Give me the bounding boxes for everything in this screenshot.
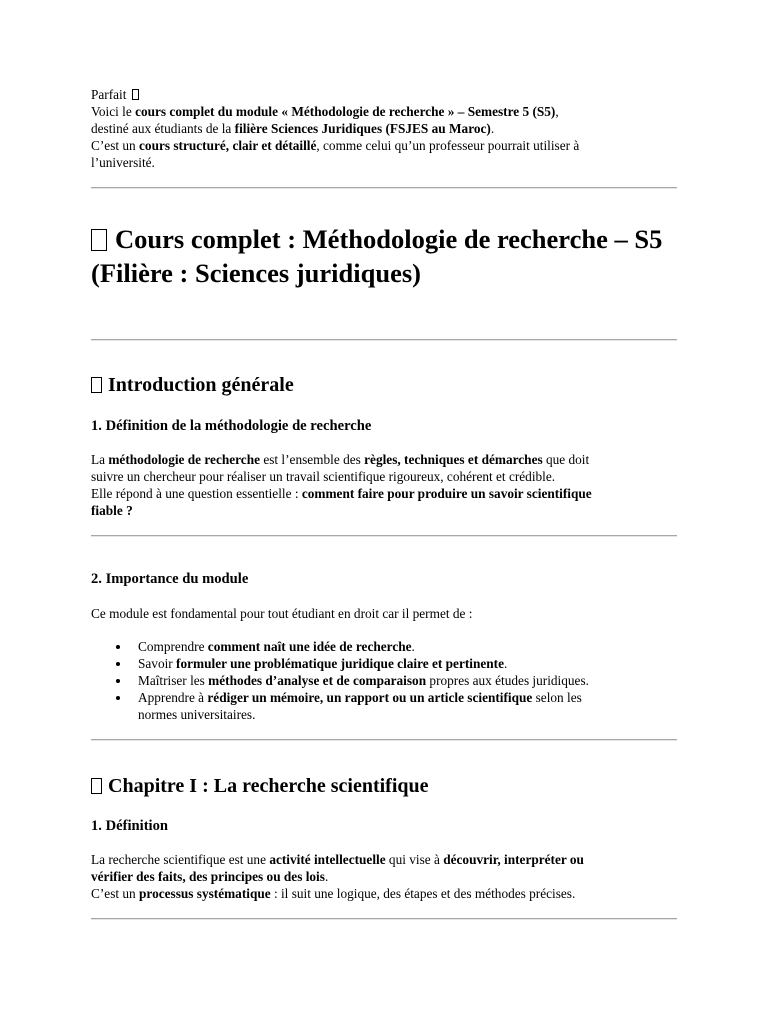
text: que doit bbox=[542, 452, 590, 467]
bold-text: découvrir, interpréter ou bbox=[443, 852, 584, 867]
bold-text: formuler une problématique juridique claire et pertinente bbox=[176, 656, 505, 671]
text: . bbox=[411, 639, 415, 654]
intro-line bbox=[91, 154, 677, 171]
importance-lead bbox=[91, 605, 677, 622]
text: Maîtriser les bbox=[138, 673, 209, 688]
text: Comprendre bbox=[138, 639, 208, 654]
missing-glyph-icon bbox=[91, 229, 107, 251]
intro-text: l’université. bbox=[91, 155, 155, 170]
intro-text: C’est un bbox=[91, 138, 140, 153]
intro-line bbox=[91, 120, 677, 137]
intro-paragraph bbox=[91, 86, 677, 171]
paragraph-line bbox=[91, 851, 677, 868]
intro-bold: cours complet du module « Méthodologie de recherche » – Semestre 5 (S5) bbox=[135, 104, 556, 119]
subsection-heading-definition: 1. Définition de la méthodologie de recherche bbox=[91, 418, 372, 434]
paragraph-line bbox=[91, 502, 677, 519]
text: qui vise à bbox=[385, 852, 444, 867]
list-item bbox=[91, 689, 677, 723]
paragraph-line bbox=[91, 468, 677, 485]
text: Apprendre à bbox=[138, 690, 208, 705]
text: La bbox=[91, 452, 109, 467]
page-title bbox=[91, 222, 677, 290]
intro-text: . bbox=[490, 121, 495, 136]
text: propres aux études juridiques. bbox=[426, 673, 589, 688]
text: normes universitaires. bbox=[138, 707, 256, 722]
missing-glyph-icon bbox=[91, 778, 102, 794]
bold-text: processus systématique bbox=[139, 886, 271, 901]
list-item bbox=[91, 672, 677, 689]
text: Savoir bbox=[138, 656, 177, 671]
chapter1-definition-paragraph bbox=[91, 851, 677, 902]
list-item bbox=[91, 655, 677, 672]
text: La recherche scientifique est une bbox=[91, 852, 270, 867]
bold-text: règles, techniques et démarches bbox=[364, 452, 543, 467]
paragraph-line bbox=[91, 451, 677, 468]
text: suivre un chercheur pour réaliser un travail scientifique rigoureux, cohérent et crédible. bbox=[91, 469, 556, 484]
divider bbox=[91, 739, 677, 741]
intro-line bbox=[91, 137, 677, 154]
intro-bold: cours structuré, clair et détaillé bbox=[139, 138, 317, 153]
divider bbox=[91, 535, 677, 537]
intro-text: Parfait bbox=[91, 87, 127, 102]
intro-line bbox=[91, 103, 677, 120]
subsection-heading-definition-2: 1. Définition bbox=[91, 818, 169, 834]
text: : il suit une logique, des étapes et des méthodes précises. bbox=[270, 886, 576, 901]
intro-text: Voici le bbox=[91, 104, 136, 119]
paragraph-line bbox=[91, 868, 677, 885]
section-heading-text: Introduction générale bbox=[108, 374, 294, 396]
paragraph-line bbox=[91, 885, 677, 902]
text: C’est un bbox=[91, 886, 140, 901]
intro-text: , bbox=[555, 104, 559, 119]
text: est l’ensemble des bbox=[260, 452, 365, 467]
divider bbox=[91, 918, 677, 920]
definition-paragraph bbox=[91, 451, 677, 519]
subsection-heading-importance: 2. Importance du module bbox=[91, 571, 249, 587]
bold-text: fiable ? bbox=[91, 503, 133, 518]
chapter-heading-1 bbox=[91, 773, 429, 799]
paragraph-line bbox=[91, 485, 677, 502]
list-item bbox=[91, 638, 677, 655]
text: Elle répond à une question essentielle : bbox=[91, 486, 302, 501]
divider bbox=[91, 339, 677, 341]
missing-glyph-icon bbox=[91, 377, 102, 393]
bold-text: méthodologie de recherche bbox=[108, 452, 261, 467]
text: selon les bbox=[532, 690, 582, 705]
page-title-text: Cours complet : Méthodologie de recherche – S5 (Filière : Sciences juridiques) bbox=[91, 224, 663, 288]
bold-text: vérifier des faits, des principes ou des lois bbox=[91, 869, 325, 884]
bold-text: rédiger un mémoire, un rapport ou un article scientifique bbox=[207, 690, 533, 705]
bold-text: méthodes d’analyse et de comparaison bbox=[208, 673, 427, 688]
intro-bold: filière Sciences Juridiques (FSJES au Maroc) bbox=[234, 121, 491, 136]
chapter-heading-text: Chapitre I : La recherche scientifique bbox=[108, 775, 429, 797]
intro-line bbox=[91, 86, 677, 103]
missing-glyph-icon bbox=[132, 89, 139, 100]
divider bbox=[91, 187, 677, 189]
intro-text: , comme celui qu’un professeur pourrait utiliser à bbox=[316, 138, 580, 153]
importance-list bbox=[91, 638, 677, 723]
bold-text: comment faire pour produire un savoir scientifique bbox=[301, 486, 592, 501]
lead-text: Ce module est fondamental pour tout étudiant en droit car il permet de : bbox=[91, 606, 473, 621]
bold-text: activité intellectuelle bbox=[269, 852, 386, 867]
bold-text: comment naît une idée de recherche bbox=[207, 639, 412, 654]
intro-text: destiné aux étudiants de la bbox=[91, 121, 235, 136]
text: . bbox=[324, 869, 329, 884]
section-heading-introduction bbox=[91, 372, 294, 398]
text: . bbox=[504, 656, 508, 671]
